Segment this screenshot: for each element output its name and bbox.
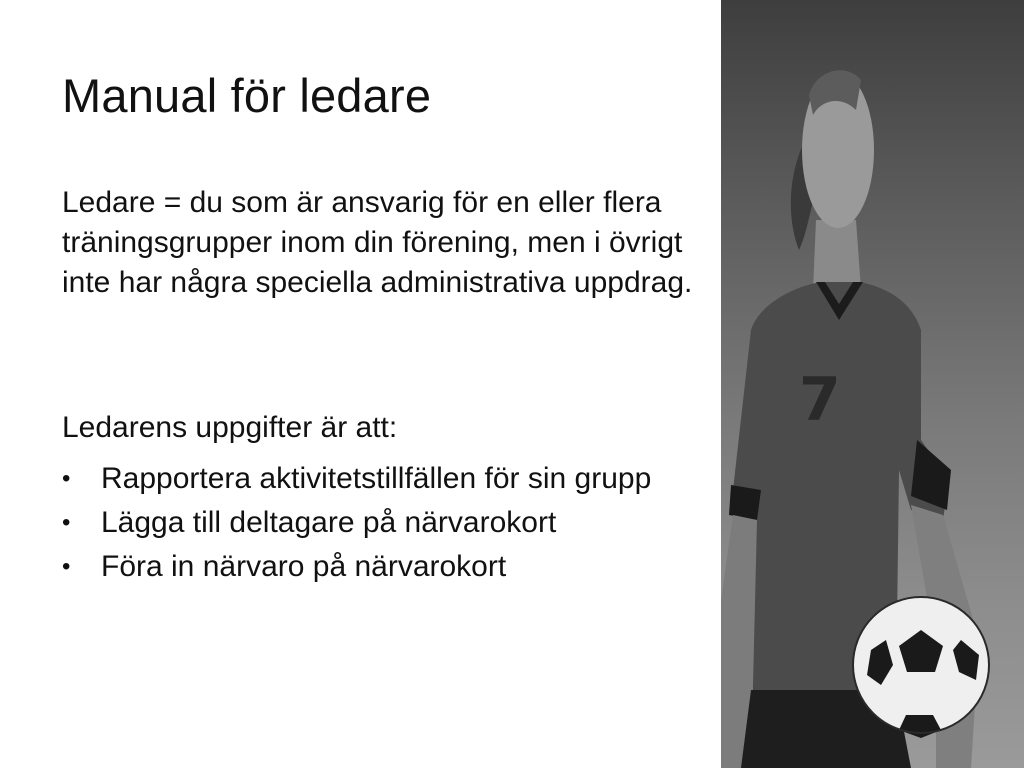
task-item xyxy=(62,459,721,499)
slide-text-area xyxy=(62,0,712,768)
intro-paragraph: Ledare = du som är ansvarig för en eller flera träningsgrupper inom din förening, men i övrigt inte har några speciella administrativa uppdrag. xyxy=(62,186,693,299)
soccer-player-photo xyxy=(721,0,1024,768)
bullet-icon: • xyxy=(62,509,71,536)
task-list xyxy=(62,459,712,591)
bullet-icon: • xyxy=(62,465,71,492)
task-text: Föra in närvaro på närvarokort xyxy=(101,550,507,583)
player-illustration xyxy=(721,0,1024,768)
task-item xyxy=(62,503,712,543)
slide-title: Manual för ledare xyxy=(62,69,432,122)
task-item xyxy=(62,547,712,587)
task-text: Rapportera aktivitetstillfällen för sin grupp xyxy=(101,462,652,495)
task-text: Lägga till deltagare på närvarokort xyxy=(101,506,557,539)
jersey-number: 7 xyxy=(799,365,841,435)
tasks-heading: Ledarens uppgifter är att: xyxy=(62,411,398,444)
bullet-icon: • xyxy=(62,553,71,580)
